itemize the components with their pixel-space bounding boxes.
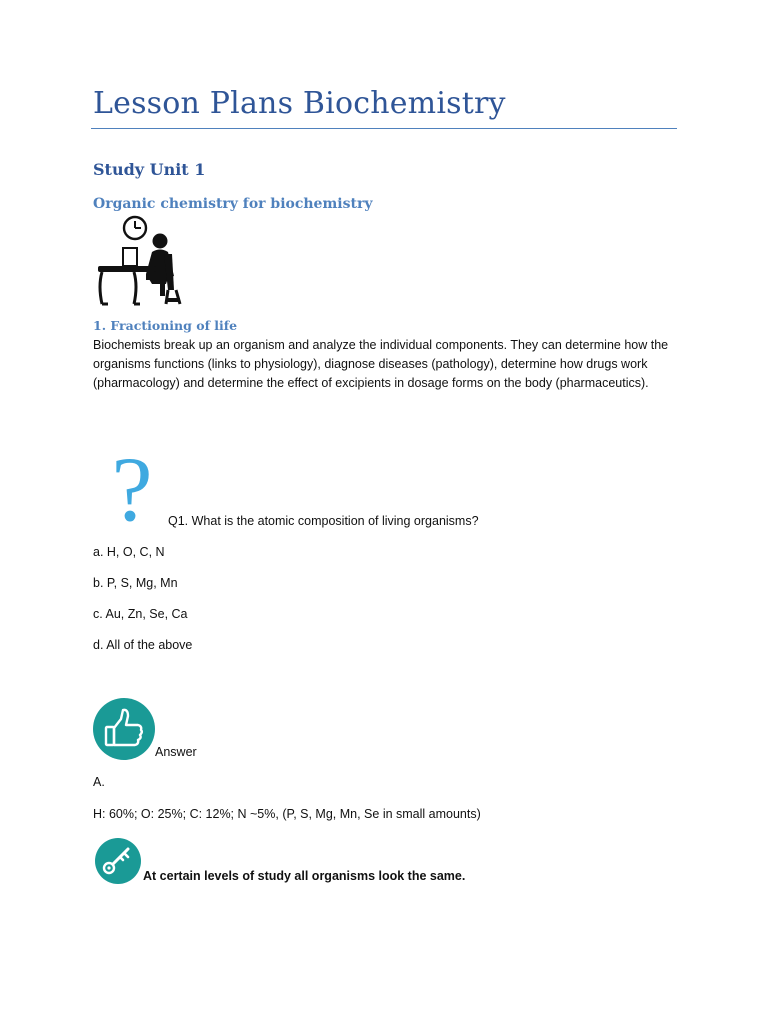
answer-option-a: a. H, O, C, N bbox=[93, 545, 165, 559]
unit-subheading: Organic chemistry for biochemistry bbox=[93, 196, 373, 212]
person-at-desk-with-clock-icon bbox=[94, 214, 186, 308]
document-title: Lesson Plans Biochemistry bbox=[93, 86, 506, 121]
section-heading: 1. Fractioning of life bbox=[93, 318, 238, 333]
answer-letter: A. bbox=[93, 775, 105, 789]
thumbs-up-icon bbox=[92, 697, 156, 761]
answer-label: Answer bbox=[155, 745, 197, 759]
answer-option-c: c. Au, Zn, Se, Ca bbox=[93, 607, 188, 621]
answer-option-b: b. P, S, Mg, Mn bbox=[93, 576, 178, 590]
key-point-text: At certain levels of study all organisms look the same. bbox=[143, 869, 466, 883]
section-paragraph: Biochemists break up an organism and analyze the individual components. They can determine how the organisms functions (links to physiology), diagnose diseases (pathology), determine how drugs work (pharmacology) and determine the effect of excipients in dosage forms on the body (pharmaceutics). bbox=[93, 338, 669, 390]
question-mark-icon bbox=[104, 450, 160, 530]
answer-option-d: d. All of the above bbox=[93, 638, 193, 652]
key-icon bbox=[94, 837, 142, 885]
answer-detail: H: 60%; O: 25%; C: 12%; N ~5%, (P, S, Mg, Mn, Se in small amounts) bbox=[93, 807, 481, 821]
title-underline bbox=[91, 128, 677, 129]
unit-heading: Study Unit 1 bbox=[93, 160, 206, 179]
question-text: Q1. What is the atomic composition of living organisms? bbox=[168, 514, 479, 528]
svg-text:?: ? bbox=[111, 450, 153, 530]
